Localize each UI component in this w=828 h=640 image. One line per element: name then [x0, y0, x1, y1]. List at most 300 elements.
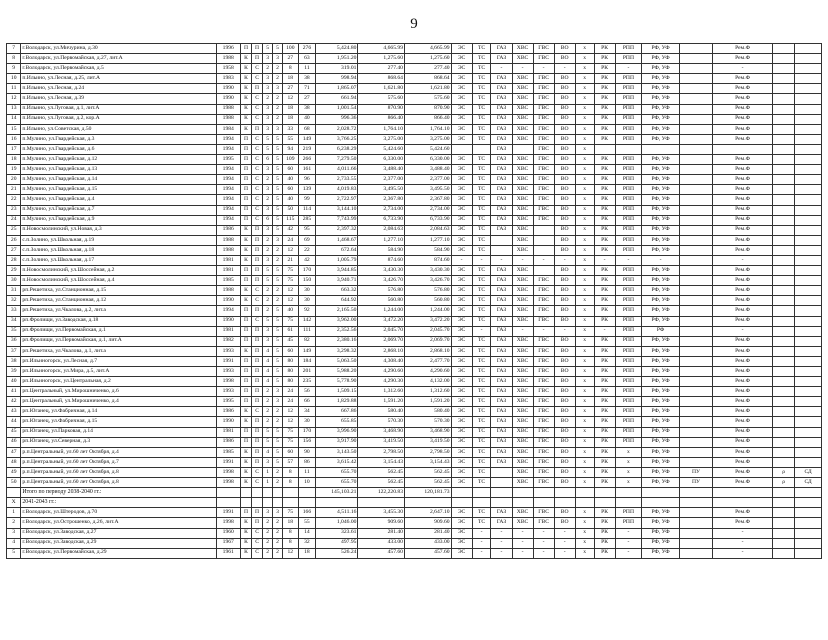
- table-cell: ХВС: [512, 54, 533, 64]
- table-cell: РК: [594, 427, 615, 437]
- table-cell: [795, 548, 822, 558]
- table-cell: П: [240, 266, 251, 276]
- table-cell: С: [252, 114, 263, 124]
- table-cell: -: [615, 255, 642, 265]
- table-cell: 5: [273, 377, 283, 387]
- table-cell: -: [713, 538, 773, 548]
- table-cell: РК: [594, 346, 615, 356]
- table-cell: [679, 356, 712, 366]
- table-cell: х: [575, 84, 594, 94]
- table-cell: -: [713, 548, 773, 558]
- table-cell: ЭС: [451, 296, 472, 306]
- table-cell: [795, 336, 822, 346]
- table-cell: 1984: [216, 124, 240, 134]
- table-cell: РФ, УФ: [642, 356, 680, 366]
- table-cell: 30: [298, 296, 316, 306]
- table-cell: ЭС: [451, 478, 472, 488]
- table-cell: [679, 377, 712, 387]
- table-cell: 21: [283, 255, 299, 265]
- table-cell: РК: [594, 407, 615, 417]
- table-cell: Рем.Ф: [713, 397, 773, 407]
- table-cell: [679, 518, 712, 528]
- table-cell: 497.95: [316, 538, 358, 548]
- table-cell: ГАЗ: [491, 336, 512, 346]
- table-cell: [316, 498, 358, 508]
- table-cell: ЭС: [451, 205, 472, 215]
- table-cell: Рем.Ф: [713, 447, 773, 457]
- table-cell: ВО: [554, 74, 575, 84]
- table-cell: 4: [263, 447, 273, 457]
- table-cell: -: [491, 255, 512, 265]
- table-cell: РФ, УФ: [642, 296, 680, 306]
- table-cell: 42: [7, 397, 21, 407]
- table-cell: ТС: [472, 215, 491, 225]
- table-cell: [795, 397, 822, 407]
- table-cell: 3,143.50: [316, 447, 358, 457]
- table-cell: 4: [7, 538, 21, 548]
- table-cell: [795, 124, 822, 134]
- table-cell: г.Володарск, ул.Первомайская, д.27, лит.А: [21, 54, 216, 64]
- table-cell: п.Ильино, ул.Лесная, д.39: [21, 94, 216, 104]
- table-cell: ВО: [554, 266, 575, 276]
- table-cell: 23: [7, 205, 21, 215]
- table-cell: 5: [273, 427, 283, 437]
- table-cell: [240, 498, 251, 508]
- table-cell: [451, 144, 472, 154]
- table-cell: 277.40: [404, 64, 451, 74]
- table-cell: [240, 488, 251, 498]
- table-cell: РК: [594, 467, 615, 477]
- table-cell: 3,495.50: [404, 185, 451, 195]
- table-cell: РПП: [615, 326, 642, 336]
- table-cell: 2: [273, 538, 283, 548]
- table-cell: 1,865.07: [316, 84, 358, 94]
- table-row: [7, 427, 822, 437]
- table-cell: ТС: [472, 245, 491, 255]
- table-cell: РПП: [615, 104, 642, 114]
- table-cell: рп.Решетиха, ул.Чкалова, д.2, лит.а: [21, 306, 216, 316]
- table-cell: 2: [273, 64, 283, 74]
- table-cell: РК: [594, 235, 615, 245]
- table-cell: 69: [298, 235, 316, 245]
- table-cell: 24: [283, 387, 299, 397]
- table-cell: [679, 407, 712, 417]
- table-cell: [713, 144, 773, 154]
- table-cell: 2: [273, 104, 283, 114]
- table-row: [7, 104, 822, 114]
- table-cell: х: [575, 478, 594, 488]
- table-cell: 1,005.79: [316, 255, 358, 265]
- table-cell: РФ, УФ: [642, 44, 680, 54]
- table-cell: ХВС: [512, 356, 533, 366]
- table-cell: П: [240, 387, 251, 397]
- table-cell: [773, 54, 795, 64]
- table-cell: [773, 165, 795, 175]
- table-cell: ГВС: [533, 215, 554, 225]
- table-cell: ГВС: [533, 356, 554, 366]
- table-row: [7, 266, 822, 276]
- table-cell: ГАЗ: [491, 155, 512, 165]
- table-cell: [679, 104, 712, 114]
- table-cell: р.п.Центральный, ул.60 лет Октября, д.8: [21, 478, 216, 488]
- table-cell: С: [252, 64, 263, 74]
- table-cell: 1994: [216, 134, 240, 144]
- table-cell: 1988: [216, 114, 240, 124]
- table-cell: 5: [273, 165, 283, 175]
- table-cell: п.Мулино, ул.Гвардейская, д.13: [21, 165, 216, 175]
- table-cell: 655.70: [316, 478, 358, 488]
- table-cell: П: [240, 356, 251, 366]
- table-cell: Рем.Ф: [713, 225, 773, 235]
- table-cell: г.Володарск, ул.Штеродов, д.70: [21, 508, 216, 518]
- table-cell: ВО: [554, 205, 575, 215]
- table-cell: 9: [7, 64, 21, 74]
- table-cell: 5: [263, 427, 273, 437]
- table-cell: [512, 488, 533, 498]
- table-cell: С: [252, 316, 263, 326]
- table-cell: -: [554, 538, 575, 548]
- table-cell: РФ, УФ: [642, 457, 680, 467]
- table-cell: РФ, УФ: [642, 417, 680, 427]
- table-cell: 45: [7, 427, 21, 437]
- table-cell: 584.90: [358, 245, 405, 255]
- table-cell: ВО: [554, 144, 575, 154]
- table-cell: ХВС: [512, 155, 533, 165]
- table-cell: П: [252, 235, 263, 245]
- table-cell: 5,778.90: [316, 377, 358, 387]
- table-cell: [679, 427, 712, 437]
- table-cell: 2: [263, 296, 273, 306]
- table-cell: [795, 185, 822, 195]
- table-cell: РФ, УФ: [642, 548, 680, 558]
- table-cell: 18: [283, 114, 299, 124]
- table-cell: РК: [594, 538, 615, 548]
- table-cell: [491, 478, 512, 488]
- table-cell: П: [252, 44, 263, 54]
- table-cell: [773, 508, 795, 518]
- table-cell: 562.45: [404, 478, 451, 488]
- table-cell: ЭС: [451, 104, 472, 114]
- table-cell: 870.90: [358, 104, 405, 114]
- table-cell: Рем.Ф: [713, 165, 773, 175]
- table-cell: 3,944.85: [316, 266, 358, 276]
- table-cell: 570.30: [358, 417, 405, 427]
- table-cell: Рем.Ф: [713, 478, 773, 488]
- table-cell: ХВС: [512, 225, 533, 235]
- table-cell: 5: [273, 336, 283, 346]
- table-cell: [615, 498, 642, 508]
- table-cell: 111: [298, 326, 316, 336]
- table-cell: [679, 94, 712, 104]
- table-cell: ЭС: [451, 74, 472, 84]
- table-cell: 2: [273, 286, 283, 296]
- table-cell: ρ: [773, 478, 795, 488]
- table-cell: РК: [594, 296, 615, 306]
- table-cell: РФ, УФ: [642, 447, 680, 457]
- table-cell: [491, 235, 512, 245]
- table-cell: [795, 134, 822, 144]
- table-cell: -: [533, 548, 554, 558]
- table-cell: 2,733.55: [316, 175, 358, 185]
- table-cell: ТС: [472, 306, 491, 316]
- table-cell: Рем.Ф: [713, 124, 773, 134]
- table-cell: РК: [594, 397, 615, 407]
- table-cell: 5: [273, 356, 283, 366]
- table-cell: РПП: [615, 134, 642, 144]
- table-cell: [679, 64, 712, 74]
- table-cell: 1985: [216, 447, 240, 457]
- table-cell: [713, 498, 773, 508]
- table-cell: ТС: [472, 346, 491, 356]
- table-cell: ВО: [554, 195, 575, 205]
- table-cell: ВО: [554, 508, 575, 518]
- table-cell: ХВС: [512, 276, 533, 286]
- table-cell: с.п.Золино, ул.Школьная, д.19: [21, 235, 216, 245]
- table-cell: х: [575, 266, 594, 276]
- table-cell: [216, 488, 240, 498]
- table-cell: 71: [298, 84, 316, 94]
- table-cell: 12: [283, 94, 299, 104]
- table-cell: 3: [263, 225, 273, 235]
- table-cell: [679, 205, 712, 215]
- table-cell: РПП: [615, 84, 642, 94]
- table-cell: П: [252, 377, 263, 387]
- table-cell: 19: [7, 165, 21, 175]
- table-cell: 6: [263, 215, 273, 225]
- table-cell: [679, 215, 712, 225]
- table-cell: ГВС: [533, 508, 554, 518]
- table-cell: РФ: [642, 326, 680, 336]
- table-cell: 56: [298, 387, 316, 397]
- table-cell: ЭС: [451, 367, 472, 377]
- table-cell: 80: [283, 356, 299, 366]
- table-cell: 5: [273, 215, 283, 225]
- table-cell: П: [240, 44, 251, 54]
- table-cell: П: [240, 316, 251, 326]
- table-cell: 2,734.00: [404, 205, 451, 215]
- table-cell: 75: [283, 427, 299, 437]
- table-cell: С: [252, 528, 263, 538]
- table-cell: рп.Решетиха, ул.Станционная, д.15: [21, 286, 216, 296]
- table-cell: 2: [273, 518, 283, 528]
- table-cell: [533, 225, 554, 235]
- table-cell: 1,001.54: [316, 104, 358, 114]
- table-cell: ТС: [472, 427, 491, 437]
- table-cell: 644.92: [316, 296, 358, 306]
- table-cell: ТС: [472, 316, 491, 326]
- table-cell: х: [575, 367, 594, 377]
- table-cell: [795, 205, 822, 215]
- table-cell: ЭС: [451, 467, 472, 477]
- table-cell: рп.Центральный, ул.Мирошниченко, д.4: [21, 397, 216, 407]
- table-cell: ХВС: [512, 447, 533, 457]
- table-cell: [773, 548, 795, 558]
- table-cell: ВО: [554, 286, 575, 296]
- table-row: [7, 417, 822, 427]
- table-cell: П: [240, 306, 251, 316]
- table-cell: 3: [273, 84, 283, 94]
- table-cell: ТС: [472, 124, 491, 134]
- table-cell: П: [252, 336, 263, 346]
- table-cell: 1994: [216, 175, 240, 185]
- table-cell: 40: [7, 377, 21, 387]
- table-cell: х: [575, 165, 594, 175]
- table-cell: К: [240, 548, 251, 558]
- table-cell: [773, 306, 795, 316]
- table-cell: 122,220.83: [358, 488, 405, 498]
- table-cell: 3: [273, 397, 283, 407]
- table-cell: 2: [273, 255, 283, 265]
- table-cell: 6,733.90: [404, 215, 451, 225]
- table-cell: 38: [298, 104, 316, 114]
- table-cell: 562.45: [358, 478, 405, 488]
- table-cell: х: [575, 44, 594, 54]
- table-cell: РПП: [615, 407, 642, 417]
- table-cell: С: [252, 407, 263, 417]
- table-cell: П: [240, 185, 251, 195]
- table-cell: [795, 316, 822, 326]
- table-cell: 661.94: [316, 94, 358, 104]
- table-cell: ВО: [554, 54, 575, 64]
- table-cell: Рем.Ф: [713, 235, 773, 245]
- table-cell: С: [252, 134, 263, 144]
- table-cell: 2,028.72: [316, 124, 358, 134]
- table-cell: 4,019.83: [316, 185, 358, 195]
- table-cell: С: [252, 538, 263, 548]
- table-cell: ГВС: [533, 84, 554, 94]
- table-cell: ТС: [472, 155, 491, 165]
- table-cell: 5: [273, 266, 283, 276]
- table-cell: 1,621.80: [358, 84, 405, 94]
- table-cell: 3,154.43: [358, 457, 405, 467]
- table-cell: ХВС: [512, 84, 533, 94]
- table-cell: 1982: [216, 336, 240, 346]
- table-cell: 1,829.88: [316, 397, 358, 407]
- table-cell: 6,330.00: [358, 155, 405, 165]
- table-cell: ЭС: [451, 548, 472, 558]
- table-cell: 3,468.90: [404, 427, 451, 437]
- table-cell: [533, 498, 554, 508]
- table-cell: 1995: [216, 397, 240, 407]
- table-cell: Рем.Ф: [713, 467, 773, 477]
- table-row: [7, 437, 822, 447]
- table-cell: С: [252, 467, 263, 477]
- table-cell: х: [575, 417, 594, 427]
- table-cell: ГВС: [533, 467, 554, 477]
- table-cell: 150: [298, 276, 316, 286]
- table-cell: [795, 144, 822, 154]
- table-cell: [263, 488, 273, 498]
- table-cell: РК: [594, 124, 615, 134]
- table-cell: ГАЗ: [491, 518, 512, 528]
- table-row: [7, 155, 822, 165]
- table-cell: [298, 498, 316, 508]
- table-cell: [491, 488, 512, 498]
- table-cell: [795, 266, 822, 276]
- table-row: [7, 407, 822, 417]
- table-cell: ТС: [472, 377, 491, 387]
- table-cell: П: [240, 175, 251, 185]
- table-cell: [773, 457, 795, 467]
- table-cell: ВО: [554, 387, 575, 397]
- table-cell: РФ, УФ: [642, 397, 680, 407]
- table-cell: п.Мулино, ул.Гвардейская, д.15: [21, 185, 216, 195]
- table-cell: ТС: [472, 336, 491, 346]
- table-cell: 12: [7, 94, 21, 104]
- table-cell: [594, 488, 615, 498]
- table-cell: ХВС: [512, 296, 533, 306]
- table-cell: 277.40: [358, 64, 405, 74]
- table-cell: [615, 488, 642, 498]
- table-cell: 45: [283, 336, 299, 346]
- table-cell: ЭС: [451, 225, 472, 235]
- table-cell: РФ, УФ: [642, 124, 680, 134]
- table-cell: [679, 255, 712, 265]
- table-cell: 655.85: [316, 417, 358, 427]
- table-cell: -: [512, 326, 533, 336]
- table-cell: х: [575, 225, 594, 235]
- table-cell: [773, 367, 795, 377]
- table-cell: 1,621.80: [404, 84, 451, 94]
- table-cell: 95: [298, 225, 316, 235]
- table-cell: 42: [298, 255, 316, 265]
- table-cell: К: [240, 538, 251, 548]
- table-cell: РПП: [615, 508, 642, 518]
- table-cell: 3: [263, 185, 273, 195]
- table-cell: 24: [283, 235, 299, 245]
- table-cell: ТС: [472, 296, 491, 306]
- table-cell: [795, 84, 822, 94]
- table-cell: РФ, УФ: [642, 185, 680, 195]
- table-cell: 5: [273, 195, 283, 205]
- table-cell: ТС: [472, 84, 491, 94]
- table-cell: ХВС: [512, 245, 533, 255]
- table-cell: [773, 44, 795, 54]
- table-cell: 3,275.00: [404, 134, 451, 144]
- table-cell: РПП: [615, 165, 642, 175]
- table-cell: ТС: [472, 457, 491, 467]
- table-cell: ХВС: [512, 478, 533, 488]
- table-cell: ГАЗ: [491, 54, 512, 64]
- table-row: [7, 195, 822, 205]
- table-row: [7, 377, 822, 387]
- table-cell: 8: [283, 467, 299, 477]
- table-cell: ХВС: [512, 286, 533, 296]
- table-cell: 868.64: [358, 74, 405, 84]
- table-cell: РПП: [615, 266, 642, 276]
- table-cell: 5: [273, 144, 283, 154]
- table-cell: РФ, УФ: [642, 306, 680, 316]
- table-cell: [575, 498, 594, 508]
- table-cell: 68: [298, 124, 316, 134]
- table-cell: 235: [298, 377, 316, 387]
- table-cell: [472, 144, 491, 154]
- table-cell: ЭС: [451, 245, 472, 255]
- table-cell: 2,084.63: [404, 225, 451, 235]
- table-cell: 5,424.60: [404, 144, 451, 154]
- table-cell: х: [575, 124, 594, 134]
- table-cell: 5: [273, 306, 283, 316]
- table-cell: [773, 417, 795, 427]
- table-cell: Рем.Ф: [713, 346, 773, 356]
- table-cell: ГВС: [533, 155, 554, 165]
- table-cell: х: [575, 245, 594, 255]
- table-cell: П: [252, 447, 263, 457]
- table-cell: 7,743.99: [316, 215, 358, 225]
- table-cell: 61: [283, 326, 299, 336]
- table-cell: ГВС: [533, 367, 554, 377]
- table-cell: п.Мулино, ул.Гвардейская, д.9: [21, 215, 216, 225]
